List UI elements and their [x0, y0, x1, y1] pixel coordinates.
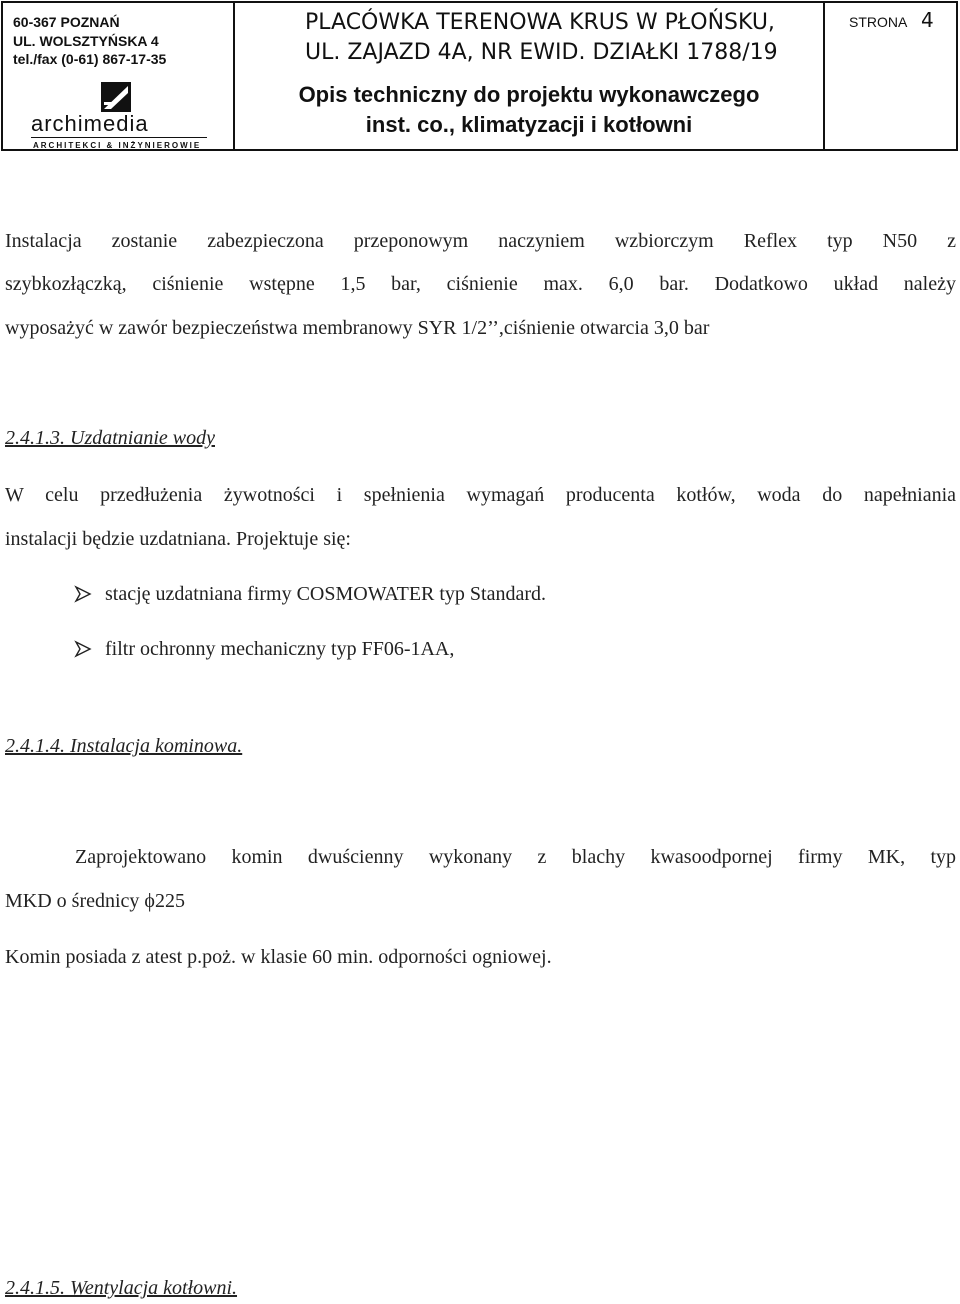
company-address-line2: UL. WOLSZTYŃSKA 4: [13, 33, 159, 49]
arrow-bullet-icon: [74, 585, 92, 603]
project-title-line2: UL. ZAJAZD 4A, NR EWID. DZIAŁKI 1788/19: [305, 40, 778, 65]
section-heading-chimney: 2.4.1.4. Instalacja kominowa.: [5, 735, 243, 757]
page-label: STRONA: [849, 14, 908, 30]
header-title-cell: [235, 3, 825, 149]
document-header: [1, 1, 958, 151]
para1-line2: szybkozłączką, ciśnienie wstępne 1,5 bar, ciśnienie max. 6,0 bar. Dodatkowo układ należy: [5, 273, 956, 295]
header-page-cell: [825, 3, 956, 149]
page-number: 4: [921, 8, 934, 32]
document-subtitle-line1: Opis techniczny do projektu wykonawczego: [298, 82, 760, 107]
para1-line1: Instalacja zostanie zabezpieczona przeponowym naczyniem wzbiorczym Reflex typ N50 z: [5, 230, 956, 252]
para1-line3: wyposażyć w zawór bezpieczeństwa membranowy SYR 1/2’’,ciśnienie otwarcia 3,0 bar: [5, 317, 710, 339]
document-subtitle-line2: inst. co., klimatyzacji i kotłowni: [365, 112, 693, 137]
section3-line1: W celu przedłużenia żywotności i spełnienia wymagań producenta kotłów, woda do napełniania: [5, 484, 956, 506]
header-company-cell: [3, 3, 235, 149]
section-heading-ventilation: 2.4.1.5. Wentylacja kotłowni.: [5, 1277, 238, 1299]
list-item: stację uzdatniana firmy COSMOWATER typ Standard.: [105, 583, 547, 605]
logo-divider: [31, 137, 207, 138]
arrow-bullet-icon: [74, 640, 92, 658]
section4-line2: MKD o średnicy ϕ225: [5, 890, 185, 912]
company-phone: tel./fax (0-61) 867-17-35: [13, 51, 167, 67]
section-heading-water-treatment: 2.4.1.3. Uzdatnianie wody: [5, 427, 215, 449]
company-address-line1: 60-367 POZNAŃ: [13, 14, 120, 30]
section4-line3: Komin posiada z atest p.poż. w klasie 60 min. odporności ogniowej.: [5, 946, 552, 968]
list-item: filtr ochronny mechaniczny typ FF06-1AA,: [105, 638, 455, 660]
project-title-line1: PLACÓWKA TERENOWA KRUS W PŁOŃSKU,: [305, 10, 775, 35]
company-logo-wordmark: archimedia: [31, 111, 149, 136]
section3-line2: instalacji będzie uzdatniana. Projektuje się:: [5, 528, 351, 550]
logo-mark-icon: [101, 82, 131, 112]
company-logo-tagline: ARCHITEKCI & INŻYNIEROWIE: [33, 141, 202, 150]
section4-line1: Zaprojektowano komin dwuścienny wykonany z blachy kwasoodpornej firmy MK, typ: [75, 846, 956, 868]
